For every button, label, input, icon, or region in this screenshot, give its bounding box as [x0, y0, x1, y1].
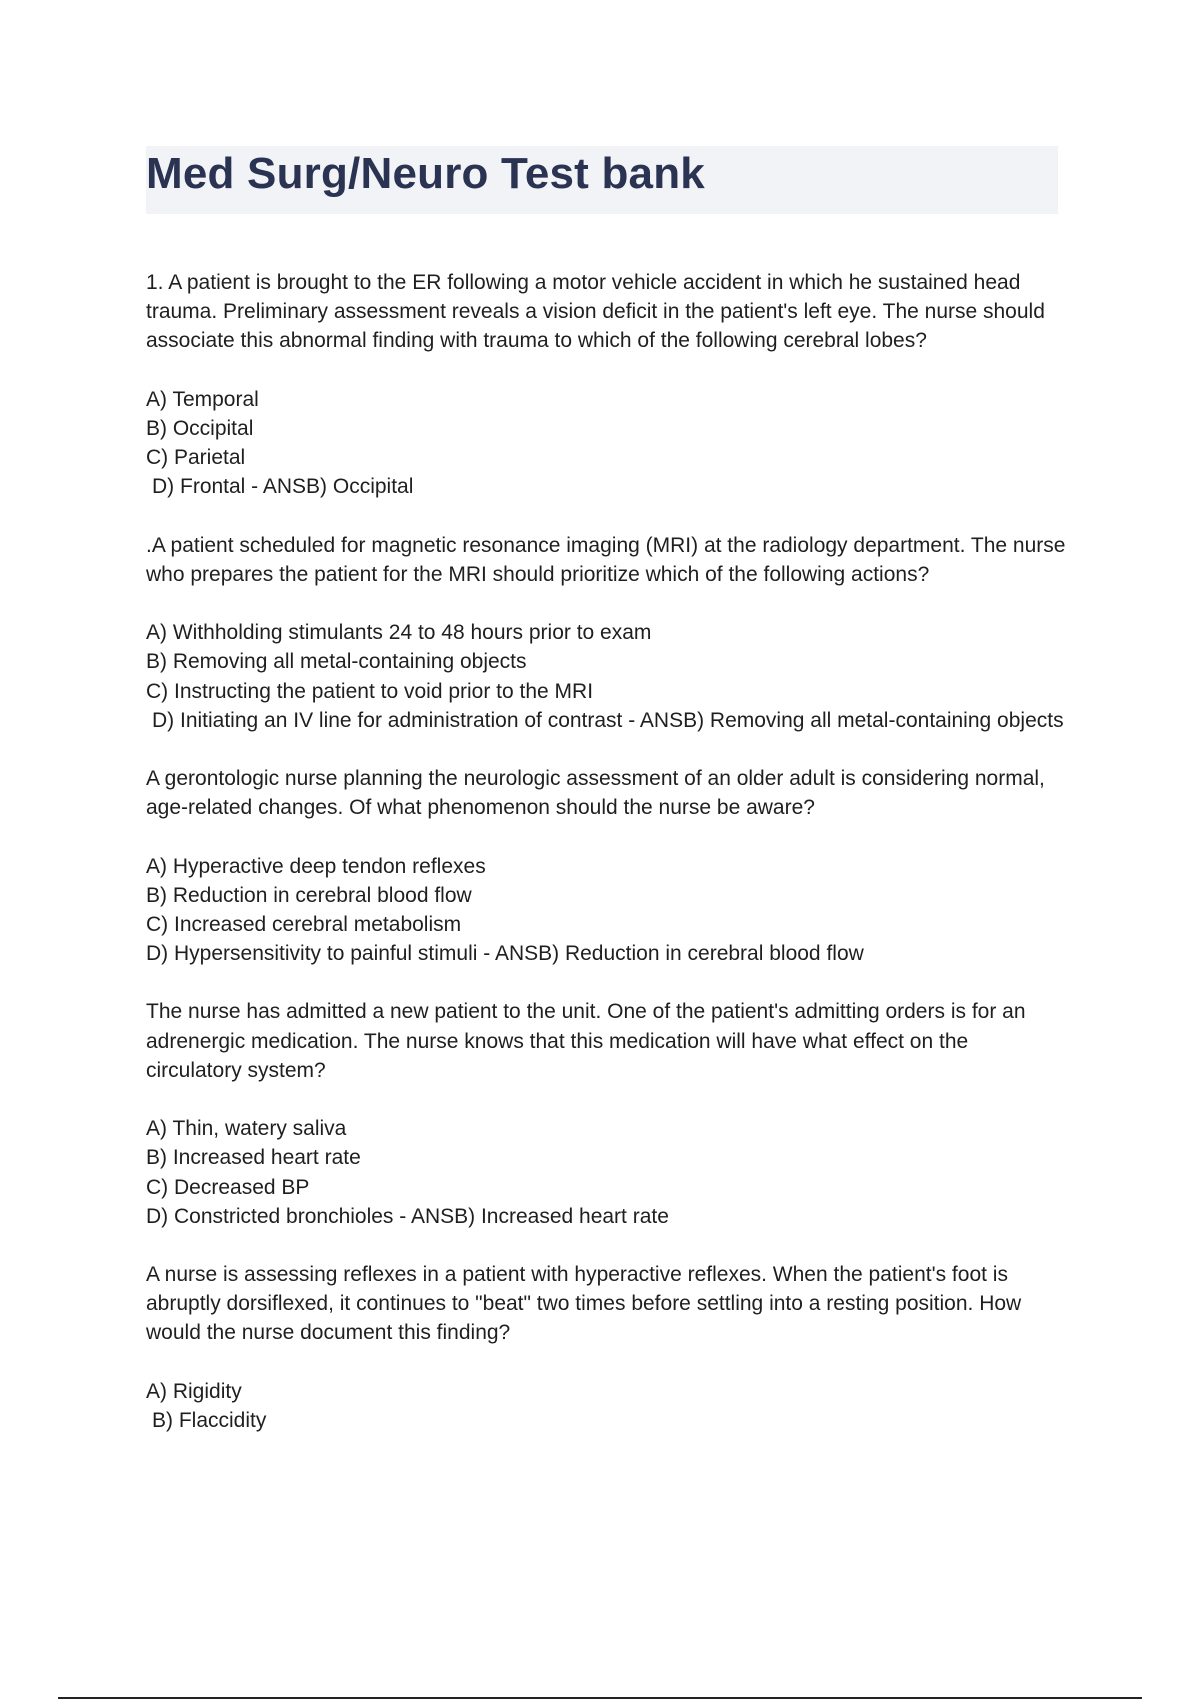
answer-option: A) Hyperactive deep tendon reflexes	[146, 854, 486, 878]
answer-option: D) Frontal - ANSB) Occipital	[152, 475, 414, 499]
answer-option: D) Hypersensitivity to painful stimuli - ANSB) Reduction in cerebral blood flow	[146, 942, 864, 966]
question-4	[146, 997, 1066, 1231]
answer-options	[146, 385, 1066, 502]
question-5	[146, 1260, 1066, 1435]
question-1	[146, 268, 1066, 502]
answer-option: A) Rigidity	[146, 1379, 242, 1403]
answer-option: B) Reduction in cerebral blood flow	[146, 883, 472, 907]
answer-option: B) Flaccidity	[152, 1409, 267, 1433]
answer-options	[146, 852, 1066, 969]
question-stem: The nurse has admitted a new patient to the unit. One of the patient's admitting orders is for an adrenergic medication. The nurse knows that this medication will have what effect on the circulatory system?	[146, 1000, 1026, 1082]
answer-option: A) Temporal	[146, 387, 259, 411]
answer-option: B) Occipital	[146, 417, 254, 440]
answer-options	[146, 1114, 1066, 1231]
answer-option: C) Increased cerebral metabolism	[146, 913, 462, 937]
question-list	[146, 268, 1066, 1464]
question-3	[146, 764, 1066, 968]
answer-option: A) Withholding stimulants 24 to 48 hours prior to exam	[146, 621, 652, 645]
answer-options	[146, 618, 1066, 735]
answer-option: C) Decreased BP	[146, 1175, 310, 1199]
title-banner	[146, 146, 1058, 214]
page-title: Med Surg/Neuro Test bank	[146, 149, 705, 198]
answer-option: D) Initiating an IV line for administration of contrast - ANSB) Removing all metal-containing objects	[152, 708, 1064, 732]
question-stem: A nurse is assessing reflexes in a patient with hyperactive reflexes. When the patient's foot is abruptly dorsiflexed, it continues to "beat" two times before settling into a resting position. How would the nurse document this finding?	[146, 1263, 1022, 1345]
footer-divider	[58, 1697, 1142, 1699]
answer-option: B) Removing all metal-containing objects	[146, 650, 527, 674]
answer-option: C) Instructing the patient to void prior to the MRI	[146, 679, 594, 703]
question-stem: 1. A patient is brought to the ER following a motor vehicle accident in which he sustained head trauma. Preliminary assessment reveals a vision deficit in the patient's left eye. The nurse should associate this abnormal finding with trauma to which of the following cerebral lobes?	[146, 271, 1045, 353]
answer-options	[146, 1377, 1066, 1435]
answer-option: D) Constricted bronchioles - ANSB) Increased heart rate	[146, 1204, 669, 1228]
answer-option: B) Increased heart rate	[146, 1146, 361, 1170]
question-2	[146, 531, 1066, 735]
question-stem: .A patient scheduled for magnetic resonance imaging (MRI) at the radiology department. The nurse who prepares the patient for the MRI should prioritize which of the following actions?	[146, 533, 1066, 586]
question-stem: A gerontologic nurse planning the neurologic assessment of an older adult is considering normal, age-related changes. Of what phenomenon should the nurse be aware?	[146, 767, 1045, 820]
answer-option: A) Thin, watery saliva	[146, 1117, 347, 1141]
answer-option: C) Parietal	[146, 446, 246, 470]
